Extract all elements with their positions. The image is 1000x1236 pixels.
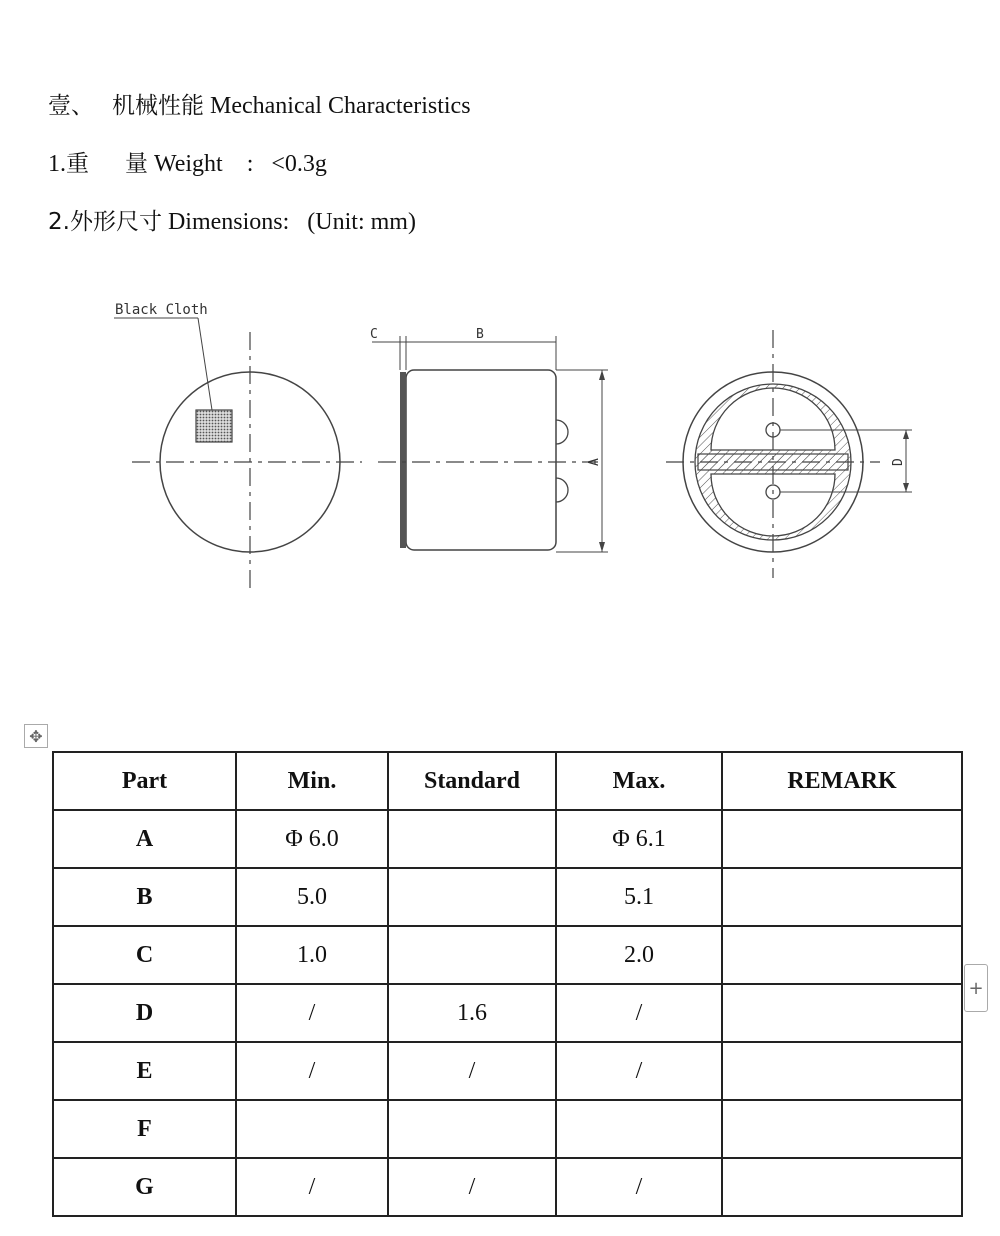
callout-leader (198, 318, 212, 410)
header-remark: REMARK (722, 752, 962, 810)
table-move-handle-icon[interactable]: ✥ (24, 724, 48, 748)
cell-remark[interactable] (722, 984, 962, 1042)
dim-b-label: B (476, 327, 484, 342)
cell-max[interactable]: / (556, 984, 722, 1042)
black-cloth-swatch (196, 410, 232, 442)
dimensions-unit: (Unit: mm) (307, 209, 416, 235)
dim-d-arrow-top (903, 430, 909, 439)
weight-label-cn-1: 重 (66, 151, 89, 177)
cell-part[interactable]: D (53, 984, 236, 1042)
dim-d-label: D (891, 458, 906, 466)
cell-remark[interactable] (722, 868, 962, 926)
back-view (666, 330, 912, 578)
cell-standard[interactable]: / (388, 1158, 556, 1216)
dim-c-label: C (370, 327, 378, 342)
side-view-pin-bottom (556, 478, 568, 502)
cell-standard[interactable] (388, 810, 556, 868)
black-cloth-label: Black Cloth (115, 302, 208, 318)
section-title-en: Mechanical Characteristics (210, 93, 471, 119)
weight-label-en: Weight (154, 151, 223, 177)
cell-standard[interactable] (388, 1100, 556, 1158)
cell-part[interactable]: A (53, 810, 236, 868)
side-view-cloth-edge (400, 372, 406, 548)
table-row (53, 1042, 962, 1100)
cell-max[interactable]: 5.1 (556, 868, 722, 926)
table-row (53, 1158, 962, 1216)
dimensions-table (52, 751, 963, 1217)
cell-part[interactable]: E (53, 1042, 236, 1100)
weight-value: <0.3g (271, 151, 327, 177)
cell-max[interactable]: / (556, 1042, 722, 1100)
side-view-pin-top (556, 420, 568, 444)
table-row (53, 810, 962, 868)
cell-max[interactable]: 2.0 (556, 926, 722, 984)
weight-number: 1. (48, 151, 66, 177)
dim-a-arrow-bottom (599, 542, 605, 552)
cell-remark[interactable] (722, 1158, 962, 1216)
weight-label-cn-2: 量 (125, 151, 148, 177)
cell-min[interactable]: 1.0 (236, 926, 388, 984)
cell-remark[interactable] (722, 810, 962, 868)
cell-min[interactable]: / (236, 1158, 388, 1216)
cell-min[interactable]: / (236, 984, 388, 1042)
header-max: Max. (556, 752, 722, 810)
cell-min[interactable]: / (236, 1042, 388, 1100)
cell-part[interactable]: C (53, 926, 236, 984)
cell-max[interactable]: / (556, 1158, 722, 1216)
cell-part[interactable]: F (53, 1100, 236, 1158)
cell-part[interactable]: G (53, 1158, 236, 1216)
section-heading (36, 60, 471, 120)
table-row (53, 868, 962, 926)
cell-max[interactable]: Φ 6.1 (556, 810, 722, 868)
cell-max[interactable] (556, 1100, 722, 1158)
cell-min[interactable] (236, 1100, 388, 1158)
dimensions-label-cn: 2.外形尺寸 (48, 209, 162, 235)
dimensions-label-en: Dimensions: (167, 209, 290, 235)
cell-standard[interactable]: 1.6 (388, 984, 556, 1042)
cell-remark[interactable] (722, 1042, 962, 1100)
front-view (114, 302, 362, 590)
dim-a-arrow-top (599, 370, 605, 380)
dim-a-label: A (587, 458, 602, 466)
table-header-row (53, 752, 962, 810)
cell-remark[interactable] (722, 926, 962, 984)
header-min: Min. (236, 752, 388, 810)
weight-line (36, 118, 327, 178)
header-part: Part (53, 752, 236, 810)
cell-min[interactable]: Φ 6.0 (236, 810, 388, 868)
side-view (370, 327, 608, 552)
dimensions-line (36, 176, 416, 236)
cell-standard[interactable] (388, 868, 556, 926)
header-standard: Standard (388, 752, 556, 810)
cell-remark[interactable] (722, 1100, 962, 1158)
table-row (53, 984, 962, 1042)
side-view-body (406, 370, 556, 550)
cell-standard[interactable]: / (388, 1042, 556, 1100)
cell-part[interactable]: B (53, 868, 236, 926)
table-row (53, 1100, 962, 1158)
table-row (53, 926, 962, 984)
section-number: 壹、 (48, 93, 94, 119)
add-column-button[interactable]: + (964, 964, 988, 1012)
section-title-cn: 机械性能 (112, 93, 204, 119)
cell-standard[interactable] (388, 926, 556, 984)
dimension-drawing (100, 290, 940, 600)
dim-d-arrow-bottom (903, 483, 909, 492)
weight-colon: : (246, 151, 254, 177)
cell-min[interactable]: 5.0 (236, 868, 388, 926)
